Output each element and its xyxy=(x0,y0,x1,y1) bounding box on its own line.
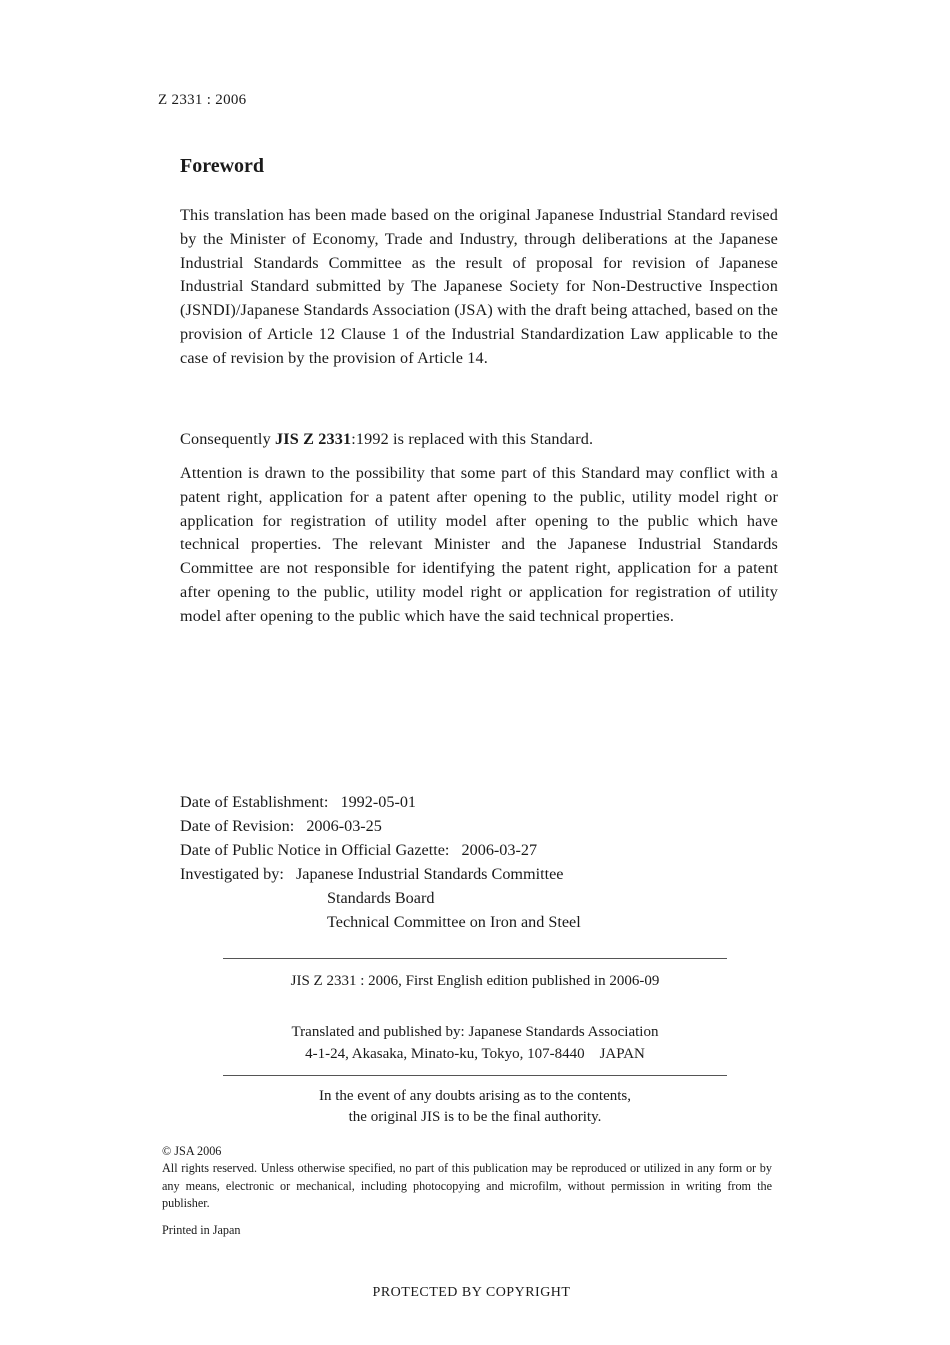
foreword-paragraph-1: This translation has been made based on the original Japanese Industrial Standard revised by the Minister of Economy, Trade and Industry, through deliberations at the Japanese Industrial Standards Committee as the result of proposal for revision of Japanese Industrial Standard submitted by The Japanese Society for Non-Destructive Inspection (JSNDI)/Japanese Standards Association (JSA) with the draft being attached, based on the provision of Article 12 Clause 1 of the Industrial Standardization Law applicable to the case of revision by the provision of Article 14. xyxy=(180,206,778,367)
investigated-by-committee: Technical Committee on Iron and Steel xyxy=(327,913,581,931)
publisher-line: Translated and published by: Japanese Standards Association xyxy=(291,1024,659,1040)
rights-statement: All rights reserved. Unless otherwise specified, no part of this publication may be reproduced or utilized in any form or by any means, electronic or mechanical, including photocopying and microfilm, without permission in writing from the publisher. xyxy=(162,1161,772,1210)
p2-suffix: :1992 is replaced with this Standard. xyxy=(351,430,594,448)
authority-note-line-2: the original JIS is to be the final authority. xyxy=(348,1109,602,1125)
date-of-public-notice: Date of Public Notice in Official Gazette: 2006-03-27 xyxy=(180,841,538,859)
p2-prefix: Consequently xyxy=(180,430,276,448)
foreword-paragraph-2 xyxy=(180,428,778,452)
printed-in: Printed in Japan xyxy=(162,1223,241,1237)
edition-line: JIS Z 2331 : 2006, First English edition published in 2006-09 xyxy=(290,973,660,989)
copyright-notice: © JSA 2006 xyxy=(162,1144,222,1158)
publisher-address: 4-1-24, Akasaka, Minato-ku, Tokyo, 107-8440 JAPAN xyxy=(305,1046,645,1062)
page-title: Foreword xyxy=(180,155,265,177)
standard-reference: JIS Z 2331 xyxy=(275,430,352,448)
foreword-paragraph-3: Attention is drawn to the possibility that some part of this Standard may conflict with a patent right, application for a patent after opening to the public, utility model right or application for registration of utility model after opening to the public which have technical properties. The relevant Minister and the Japanese Industrial Standards Committee are not responsible for identifying the patent right, application for a patent after opening to the public, utility model right or application for registration of utility model after opening to the public which have the said technical properties. xyxy=(180,464,778,625)
date-of-establishment: Date of Establishment: 1992-05-01 xyxy=(180,793,417,811)
investigated-by-board: Standards Board xyxy=(327,889,435,907)
date-of-revision: Date of Revision: 2006-03-25 xyxy=(180,817,382,835)
protected-footer: PROTECTED BY COPYRIGHT xyxy=(372,1285,571,1300)
divider-top xyxy=(223,958,727,959)
investigated-by: Investigated by: Japanese Industrial Standards Committee xyxy=(180,865,564,883)
document-id: Z 2331 : 2006 xyxy=(158,92,247,108)
divider-bottom xyxy=(223,1075,727,1076)
authority-note-line-1: In the event of any doubts arising as to the contents, xyxy=(318,1088,631,1104)
